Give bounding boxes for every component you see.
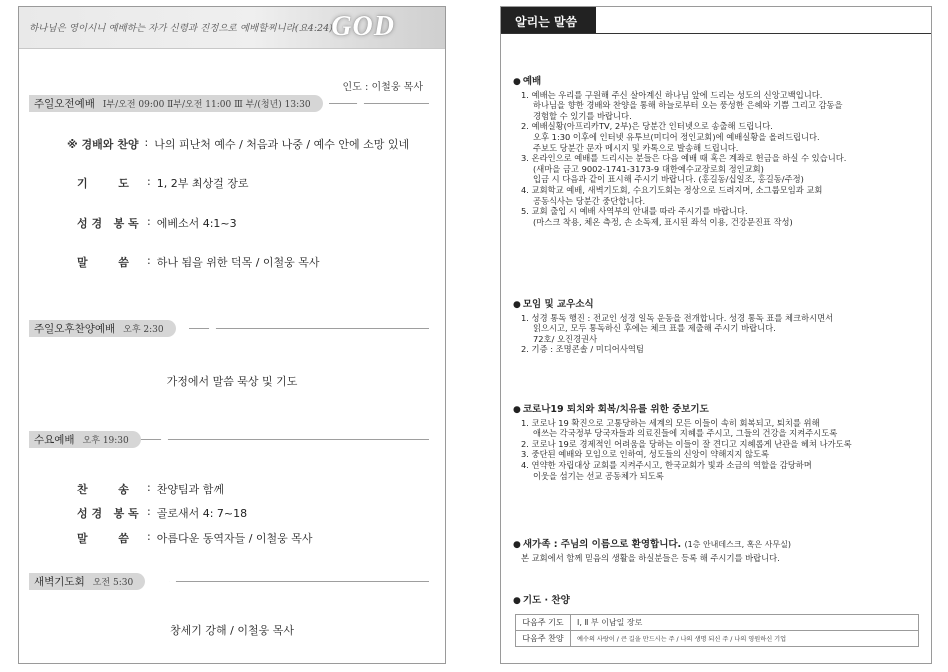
banner-verse: 하나님은 영이시니 예배하는 자가 신령과 진정으로 예배할찌니라(요4:24) xyxy=(29,23,333,34)
afternoon-content: 가정에서 말씀 묵상 및 기도 xyxy=(166,375,298,388)
section-title: 주일오전예배 xyxy=(34,98,95,110)
notice-line: 입금 시 다음과 같이 표시해 주시기 바랍니다. (홍길동/십일조, 홍길동/주정) xyxy=(533,174,804,185)
row-label: 말 씀 xyxy=(77,256,129,269)
section-bar-sunday-morning xyxy=(29,95,429,112)
notice-lines xyxy=(513,90,921,228)
section-pill xyxy=(29,320,176,337)
notice-line: (마스크 착용, 체온 측정, 손 소독제, 표시된 좌석 이용, 건강문진표 작성) xyxy=(533,216,793,227)
row-label: 말 씀 xyxy=(77,532,129,545)
notice-line: 애쓰는 각국정부 당국자들과 의료진들에 지혜를 주시고, 그들의 건강을 지켜주시도록 xyxy=(533,428,838,439)
section-pill xyxy=(29,431,141,448)
section-pill xyxy=(29,95,323,112)
row-value: 찬양팀과 함께 xyxy=(156,483,224,496)
section-schedule: Ⅰ부/오전 09:00 Ⅱ부/오전 11:00 Ⅲ 부/(청년) 13:30 xyxy=(102,100,311,110)
notice-line: 2. 코로나 19로 경제적인 어려움을 당하는 이들이 잘 견디고 지혜롭게 난관을 헤쳐 나가도록 xyxy=(521,438,852,449)
notice-line: 3. 중단된 예배와 모임으로 인하여, 성도들의 신앙이 약해지지 않도록 xyxy=(521,449,770,460)
table-row xyxy=(516,631,919,647)
notice-line: 4. 교회학교 예배, 새벽기도회, 수요기도회는 정상으로 드려지며, 소그룹모임과 교회 xyxy=(521,184,823,195)
notice-line: 주보도 당분간 문자 메시지 및 카톡으로 발송해 드립니다. xyxy=(533,142,739,153)
notice-line: 하나님을 향한 경배와 찬양을 통해 하늘로부터 오는 풍성한 은혜와 기쁨 그리고 감동을 xyxy=(533,100,843,111)
notice-line: 72호/ 오진경권사 xyxy=(533,333,598,344)
covid-notice xyxy=(513,405,921,481)
notice-line: 경험할 수 있기를 바랍니다. xyxy=(533,110,632,121)
announcements-page xyxy=(500,6,932,664)
notice-line: 4. 연약한 자립대상 교회를 지켜주시고, 한국교회가 빛과 소금의 역할을 감당하며 xyxy=(521,459,812,470)
row-value: 에베소서 4:1~3 xyxy=(156,217,237,230)
notice-heading: ● 코로나19 퇴치와 회복/치유를 위한 중보기도 xyxy=(513,404,709,415)
section-dot xyxy=(169,578,176,585)
notice-line: 공동식사는 당분간 중단합니다. xyxy=(533,195,646,206)
notice-lines xyxy=(513,313,921,355)
section-schedule: 오후 2:30 xyxy=(123,325,164,335)
service-row: 찬 송 : 찬양팀과 함께 xyxy=(77,481,224,496)
service-row: ※ 경배와 찬양 : 나의 피난처 예수 / 처음과 나중 / 예수 안에 소망 있네 xyxy=(67,136,410,151)
notice-heading: ● 모임 및 교우소식 xyxy=(513,299,594,310)
notice-line: 이웃을 섬기는 선교 공동체가 되도록 xyxy=(533,470,664,481)
notice-heading: ● 새가족 : 주님의 이름으로 환영합니다. (1층 안내데스크, 혹은 사무실) xyxy=(513,539,791,550)
meeting-notice xyxy=(513,300,921,355)
notice-line: 1. 성경 통독 행진 : 전교인 성경 일독 운동을 전개합니다. 성경 통독 표를 체크하시면서 xyxy=(521,312,834,323)
service-row: 말 씀 : 하나 됨을 위한 덕목 / 이철웅 목사 xyxy=(77,254,320,269)
worship-notice xyxy=(513,77,921,227)
section-dot xyxy=(357,100,364,107)
prayer-heading-block xyxy=(513,596,921,609)
service-row: 기 도 : 1, 2부 최상걸 장로 xyxy=(77,175,249,190)
notice-line: 1. 코로나 19 확진으로 고통당하는 세계의 모든 이들이 속히 회복되고, 퇴치를 위해 xyxy=(521,417,820,428)
row-label: 찬 송 xyxy=(77,483,129,496)
leader-label: 인도 : 이철웅 목사 xyxy=(342,82,423,93)
section-bar-dawn xyxy=(29,573,429,590)
notice-lines xyxy=(513,418,921,482)
row-value: 나의 피난처 예수 / 처음과 나중 / 예수 안에 소망 있네 xyxy=(154,138,410,151)
notice-line: 3. 온라인으로 예배를 드리시는 분들은 다음 예배 때 혹은 계좌로 헌금을 하실 수 있습니다. xyxy=(521,153,847,164)
section-schedule: 오후 19:30 xyxy=(82,436,129,446)
notice-line: (새마을 금고 9002-1741-3173-9 대한예수교장로회 정인교회) xyxy=(533,163,764,174)
banner-logo: GOD xyxy=(331,11,395,42)
row-value: 하나 됨을 위한 덕목 / 이철웅 목사 xyxy=(156,256,320,269)
section-bar-sunday-afternoon xyxy=(29,320,429,337)
row-value: 골로새서 4: 7~18 xyxy=(156,507,248,520)
announcements-header xyxy=(501,7,931,41)
section-rule xyxy=(169,581,429,582)
row-label: 성 경 봉 독 xyxy=(77,217,139,230)
header-rule xyxy=(501,33,931,34)
notice-line: 2. 기증 : 조명콘솔 / 미디어사역팀 xyxy=(521,344,644,355)
section-title: 새벽기도회 xyxy=(34,576,85,588)
section-schedule: 오전 5:30 xyxy=(92,578,134,588)
section-dot xyxy=(209,325,216,332)
table-cell-key: 다음주 기도 xyxy=(516,615,571,631)
notice-heading: ● 예배 xyxy=(513,76,542,87)
row-label: 기 도 xyxy=(77,177,129,190)
newcomer-notice xyxy=(513,540,921,563)
section-dot xyxy=(161,436,168,443)
service-row: 말 씀 : 아름다운 동역자들 / 이철웅 목사 xyxy=(77,530,313,545)
table-cell-key: 다음주 찬양 xyxy=(516,631,571,647)
header-banner xyxy=(19,7,445,49)
service-row: 성 경 봉 독 : 골로새서 4: 7~18 xyxy=(77,505,248,520)
section-rule xyxy=(329,103,429,104)
table-cell-value: Ⅰ, Ⅱ 부 이남일 장로 xyxy=(571,615,919,631)
section-title: 수요예배 xyxy=(34,434,75,446)
table-row xyxy=(516,615,919,631)
notice-line: 읽으시고, 모두 통독하신 후에는 체크 표를 제출해 주시기 바랍니다. xyxy=(533,323,776,334)
worship-order-page xyxy=(18,6,446,664)
notice-line: 오후 1:30 이후에 인터넷 유투브(미디어 정인교회)에 예배실황을 올려드립니다. xyxy=(533,131,820,142)
notice-line: 5. 교회 출입 시 예배 사역부의 안내를 따라 주시기를 바랍니다. xyxy=(521,206,748,217)
notice-heading: ● 기도 · 찬양 xyxy=(513,595,570,606)
section-title: 주일오후찬양예배 xyxy=(34,323,116,335)
section-pill xyxy=(29,573,145,590)
row-value: 아름다운 동역자들 / 이철웅 목사 xyxy=(156,532,313,545)
notice-line: 2. 예배실황(아프리카TV, 2부)은 당분간 인터넷으로 송출해 드립니다. xyxy=(521,121,773,132)
announcements-title: 알리는 말씀 xyxy=(515,15,578,29)
table-cell-value: 예수의 사랑이 / 큰 길을 만드시는 주 / 나의 생명 되신 주 / 나의 영원하신 기업 xyxy=(571,631,919,647)
row-label: ※ 경배와 찬양 xyxy=(67,138,139,151)
section-rule xyxy=(139,439,429,440)
service-row: 성 경 봉 독 : 에베소서 4:1~3 xyxy=(77,215,237,230)
section-bar-wednesday xyxy=(29,431,429,448)
row-value: 1, 2부 최상걸 장로 xyxy=(156,177,249,190)
prayer-table xyxy=(515,614,919,647)
notice-line: 1. 예배는 우리를 구원해 주신 살아계신 하나님 앞에 드리는 성도의 신앙고백입니다. xyxy=(521,89,823,100)
dawn-content: 창세기 강해 / 이철웅 목사 xyxy=(170,624,294,637)
section-rule xyxy=(189,328,429,329)
newcomer-line: 본 교회에서 함께 믿음의 생활을 하실분들은 등록 해 주시기를 바랍니다. xyxy=(521,552,780,563)
row-label: 성 경 봉 독 xyxy=(77,507,139,520)
